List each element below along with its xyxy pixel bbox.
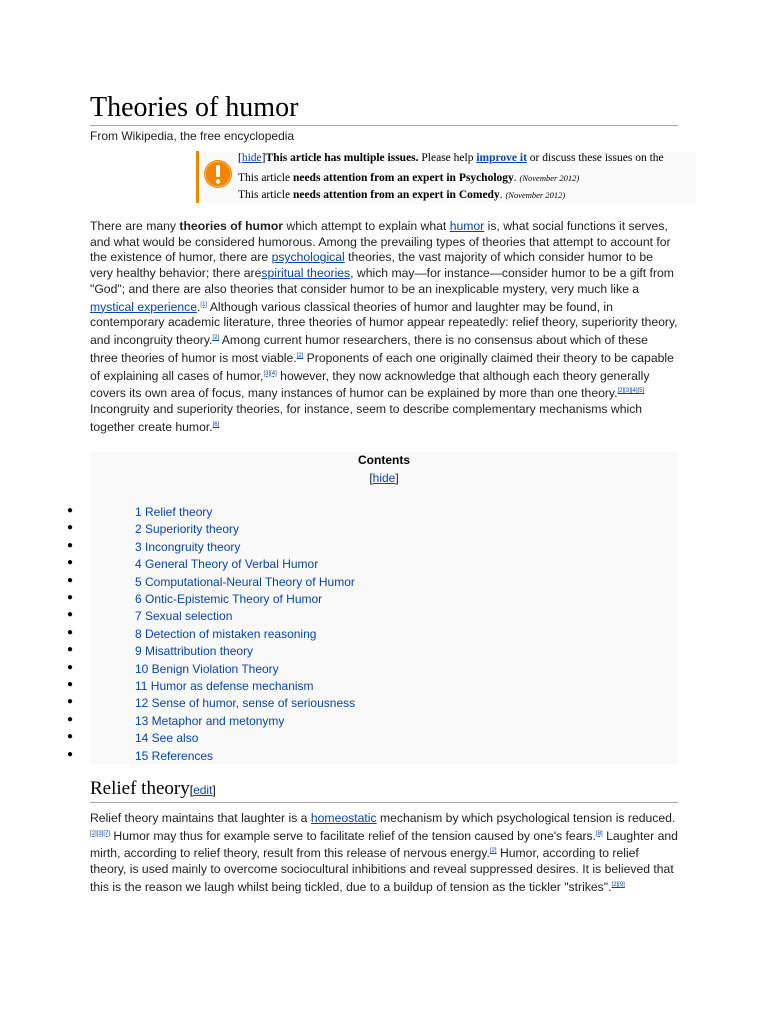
issues-summary: [hide]This article has multiple issues. Please help improve it or discuss these issues on the — [238, 152, 664, 164]
bullet-icon: ● — [67, 731, 74, 743]
reference-link[interactable]: [2] — [296, 352, 304, 359]
bullet-icon: ● — [67, 505, 74, 516]
toc-item[interactable] — [67, 505, 213, 519]
humor-link[interactable]: humor — [449, 219, 485, 233]
section-heading-relief-theory: Relief theory[edit] — [90, 778, 216, 799]
toc-item-label[interactable]: 13 Metaphor and metonymy — [135, 713, 285, 728]
intro-paragraph: There are many theories of humor which attempt to explain what humor is, what social functions it serves, and what would be considered humorous. Among the prevailing types of theories that attempt to account for the existence of humor, there are psychological theories, the vast majority of which consider humor to be very healthy behavior; there arespiritual theories, which may—for instance—consider humor to be a gift from "God"; and there are also theories that consider humor to be an inexplicable mystery, very much like a mystical experience.[1] Although various classical theories of humor and laughter may be found, in contemporary academic literature, three theories of humor appear repeatedly: relief theory, superiority theory, and incongruity theory.[2] Among current humor researchers, there is no consensus about which of these three theories of humor is most viable.[2] Proponents of each one originally claimed their theory to be capable of explaining all cases of humor,[3][4] however, they now acknowledge that although each theory generally covers its own area of focus, many instances of humor can be explained by more than one theory.[2][3][4][5] Incongruity and superiority theories, for instance, seem to describe complementary mechanisms which together create humor.[6] — [90, 219, 678, 434]
bullet-icon: ● — [67, 539, 74, 551]
page-title: Theories of humor — [90, 92, 299, 123]
spiritual-theories-link[interactable]: spiritual theories — [261, 266, 351, 281]
toc-item-label[interactable]: 15 References — [135, 748, 214, 763]
toc-item[interactable] — [67, 696, 356, 711]
issue-psychology: This article needs attention from an expert in Psychology. (November 2012) — [238, 172, 580, 184]
reference-link[interactable]: [2][9] — [611, 881, 625, 888]
toc-item[interactable] — [67, 626, 317, 641]
toc-item[interactable] — [67, 539, 241, 554]
reference-link[interactable]: [2][3][7] — [90, 830, 111, 837]
bullet-icon: ● — [67, 696, 74, 708]
reference-link[interactable]: [2] — [489, 848, 497, 855]
bullet-icon: ● — [67, 592, 74, 603]
toc-item[interactable] — [67, 748, 214, 763]
bullet-icon: ● — [67, 644, 74, 656]
toc-item-label[interactable]: 11 Humor as defense mechanism — [135, 679, 314, 693]
toc-item[interactable] — [67, 679, 314, 693]
toc-item-label[interactable]: 5 Computational-Neural Theory of Humor — [135, 574, 355, 589]
relief-theory-paragraph: Relief theory maintains that laughter is a homeostatic mechanism by which psychological tension is reduced.[2][3][7] Humor may thus for example serve to facilitate relief of the tension caused by one's fears.[8] Laughter and mirth, according to relief theory, result from this release of nervous energy.[2] Humor, according to relief theory, is used mainly to overcome sociocultural inhibitions and reveal suppressed desires. It is believed that this is the reason we laugh whilst being tickled, due to a buildup of tension as the tickler "strikes".[2][9] — [90, 811, 678, 894]
toc-item[interactable] — [67, 522, 240, 537]
reference-link[interactable]: [2][3][4][5] — [617, 388, 645, 395]
toc-item-label[interactable]: 12 Sense of humor, sense of seriousness — [135, 696, 356, 711]
message-box-accent-bar — [196, 151, 199, 203]
homeostatic-link[interactable]: homeostatic — [310, 811, 377, 825]
toc-item[interactable] — [67, 731, 199, 746]
bullet-icon: ● — [67, 522, 74, 534]
toc-item-label[interactable]: 2 Superiority theory — [135, 522, 240, 537]
toc-item[interactable] — [67, 609, 233, 624]
toc-item[interactable] — [67, 713, 285, 728]
bullet-icon: ● — [67, 661, 74, 673]
toc-item[interactable] — [67, 592, 323, 606]
toc-item[interactable] — [67, 574, 355, 589]
title-divider — [90, 125, 678, 126]
toc-item-label[interactable]: 9 Misattribution theory — [135, 644, 254, 659]
reference-link[interactable]: [3][4] — [263, 370, 277, 377]
toc-item-label[interactable]: 7 Sexual selection — [135, 609, 233, 624]
hide-issues-link[interactable]: hide — [241, 152, 262, 164]
toc-hide-toggle: [hide] — [369, 471, 399, 485]
bullet-icon: ● — [67, 626, 74, 638]
toc-item-label[interactable]: 10 Benign Violation Theory — [135, 661, 279, 676]
reference-link[interactable]: [2] — [212, 334, 220, 341]
toc-item[interactable] — [67, 557, 319, 572]
bullet-icon: ● — [67, 609, 74, 621]
toc-item-label[interactable]: 6 Ontic-Epistemic Theory of Humor — [135, 592, 323, 606]
reference-link[interactable]: [1] — [200, 301, 208, 308]
toc-item-label[interactable]: 14 See also — [135, 731, 199, 746]
toc-item-label[interactable]: 3 Incongruity theory — [135, 539, 241, 554]
bullet-icon: ● — [67, 713, 74, 725]
improve-it-link[interactable]: improve it — [476, 152, 527, 164]
toc-hide-link[interactable]: hide — [372, 471, 396, 485]
toc-item-label[interactable]: 1 Relief theory — [135, 505, 213, 519]
table-of-contents — [67, 452, 678, 764]
bullet-icon: ● — [67, 574, 74, 586]
toc-title: Contents — [358, 453, 410, 467]
section-divider — [90, 802, 678, 803]
toc-item[interactable] — [67, 661, 279, 676]
mystical-experience-link[interactable]: mystical experience — [90, 299, 198, 314]
toc-item-label[interactable]: 8 Detection of mistaken reasoning — [135, 626, 317, 641]
warning-icon — [203, 159, 233, 189]
toc-item-label[interactable]: 4 General Theory of Verbal Humor — [135, 557, 319, 572]
issue-comedy: This article needs attention from an expert in Comedy. (November 2012) — [238, 189, 566, 201]
edit-section-link[interactable]: edit — [193, 783, 213, 797]
bullet-icon: ● — [67, 748, 74, 760]
toc-item[interactable] — [67, 644, 254, 659]
reference-link[interactable]: [8] — [596, 830, 603, 837]
reference-link[interactable]: [6] — [212, 421, 220, 428]
psychological-link[interactable]: psychological — [271, 250, 345, 265]
bullet-icon: ● — [67, 679, 74, 690]
site-tagline: From Wikipedia, the free encyclopedia — [90, 129, 295, 143]
bullet-icon: ● — [67, 557, 74, 569]
